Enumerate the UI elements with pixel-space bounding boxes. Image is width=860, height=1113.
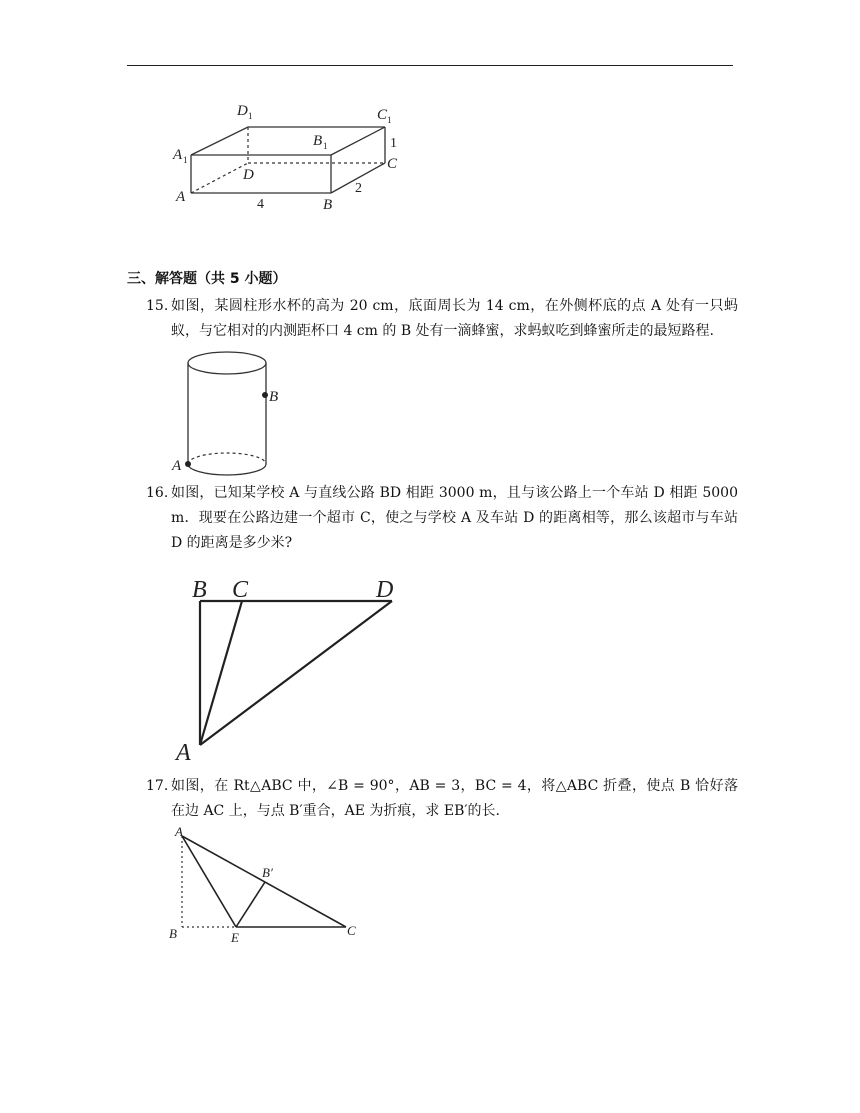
tri-label-b: B	[169, 926, 177, 941]
problem-text: 如图，某圆柱形水杯的高为 20 cm，底面周长为 14 cm，在外侧杯底的点 A 处有一只蚂蚁，与它相对的内测距杯口 4 cm 的 B 处有一滴蜂蜜，求蚂蚁吃到蜂蜜所走的最短路程.	[171, 298, 738, 339]
figure-cuboid	[165, 95, 415, 215]
figure-road	[170, 570, 410, 765]
tri-label-e: E	[231, 930, 239, 945]
label-b: B	[323, 197, 333, 213]
header-rule	[127, 65, 733, 66]
problem-17	[146, 774, 738, 824]
road-label-d: D	[376, 577, 394, 603]
label-b1: B	[313, 133, 323, 149]
label-b1-sub: 1	[323, 141, 328, 151]
problem-15	[146, 294, 738, 344]
dim-height: 1	[390, 136, 397, 151]
cylinder-label-a: A	[172, 458, 182, 474]
problem-text: 如图，已知某学校 A 与直线公路 BD 相距 3000 m，且与该公路上一个车站 D 相距 5000 m．现要在公路边建一个超市 C，使之与学校 A 及车站 D 的距离相等，那么该超市与车站 D 的距离是多少米?	[171, 485, 738, 551]
road-label-b: B	[192, 577, 207, 603]
problem-16	[146, 481, 738, 556]
section-title: 三、解答题（共 5 小题）	[127, 271, 287, 287]
label-d: D	[243, 167, 254, 183]
label-d1: D	[237, 103, 248, 119]
label-a1: A	[173, 147, 183, 163]
problem-number: 17.	[146, 778, 169, 794]
tri-label-c: C	[347, 923, 356, 938]
tri-label-b-prime: B′	[262, 865, 273, 880]
dim-width: 2	[355, 181, 362, 196]
tri-label-a: A	[175, 824, 183, 839]
label-a1-sub: 1	[183, 155, 188, 165]
label-c: C	[387, 156, 398, 172]
label-d1-sub: 1	[248, 111, 253, 121]
label-c1: C	[377, 107, 388, 123]
cylinder-label-b: B	[269, 389, 279, 405]
problem-number: 16.	[146, 485, 169, 501]
road-label-a: A	[176, 740, 191, 765]
problem-number: 15.	[146, 298, 169, 314]
problem-text: 如图，在 Rt△ABC 中，∠B = 90°，AB = 3，BC = 4，将△ABC 折叠，使点 B 恰好落在边 AC 上，与点 B′重合，AE 为折痕，求 EB′的长.	[171, 778, 738, 819]
label-a: A	[176, 189, 186, 205]
dim-length: 4	[257, 197, 264, 212]
figure-cylinder	[165, 346, 290, 476]
road-label-c: C	[232, 577, 249, 603]
label-c1-sub: 1	[387, 115, 392, 125]
figure-triangle-fold	[165, 822, 370, 947]
